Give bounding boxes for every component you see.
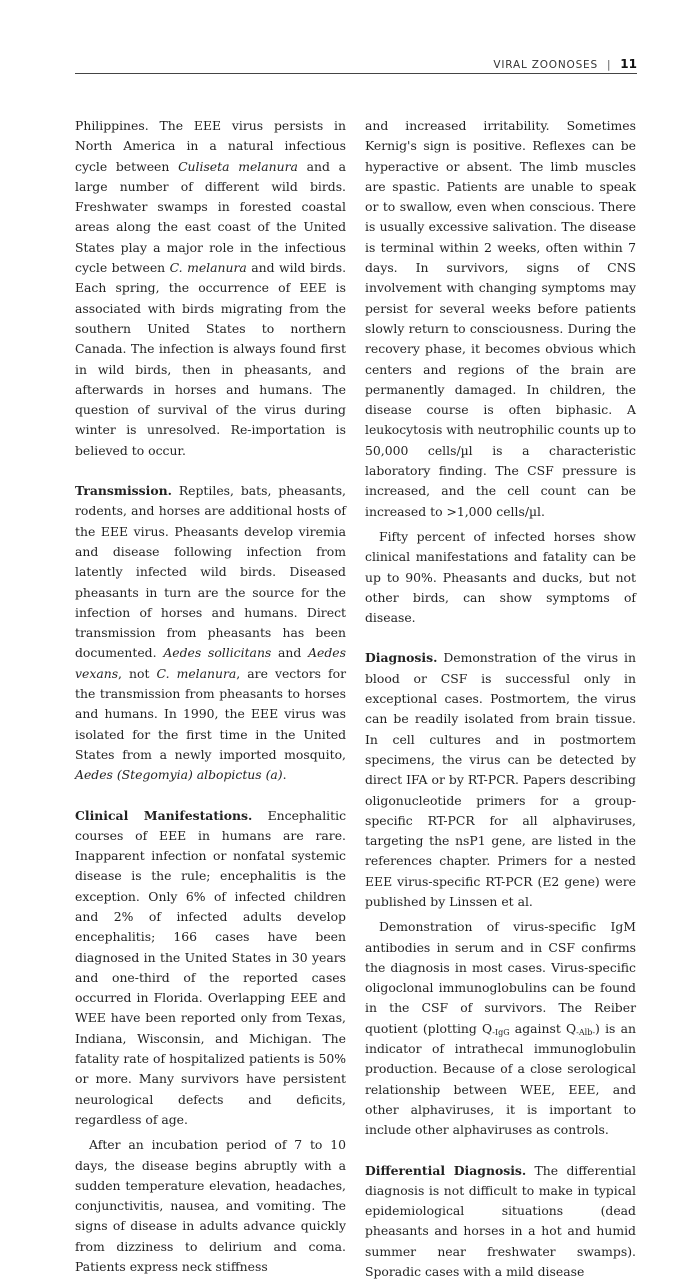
- text-run: against Q: [509, 1020, 577, 1036]
- text-run: and a large number of different wild birds. Freshwater swamps in forested coastal areas along the east coast of the United States play a major role in the infectious cycle between: [75, 158, 346, 276]
- paragraph-differential-diagnosis: [365, 1161, 636, 1282]
- paragraph-transmission: [75, 481, 346, 785]
- species-name: Culiseta melanura: [178, 158, 298, 174]
- right-column: [365, 116, 636, 1282]
- paragraph-symptoms-continued: and increased irritability. Sometimes Kernig's sign is positive. Reflexes can be hyperactive or absent. The limb muscles are spastic. Patients are unable to speak or to swallow, even when conscious. There is usually excessive salivation. The disease is terminal within 2 weeks, often within 7 days. In survivors, signs of CNS involvement with changing symptoms may persist for several weeks before patients slowly return to consciousness. During the recovery phase, it becomes obvious which centers and regions of the brain are permanently damaged. In children, the disease course is often biphasic. A leukocytosis with neutrophilic counts up to 50,000 cells/µl is a characteristic laboratory finding. The CSF pressure is increased, and the cell count can be increased to >1,000 cells/µl.: [365, 118, 636, 519]
- text-run: and: [271, 645, 309, 661]
- running-title: VIRAL ZOONOSES: [493, 59, 598, 71]
- subscript-igg: -IgG: [492, 1027, 510, 1037]
- text-run: , are vectors for the transmission from pheasants to horses and humans. In 1990, the EEE virus was isolated for the first time in the United States from a newly imported mosquito,: [75, 665, 346, 762]
- text-run: Demonstration of the virus in blood or CSF is successful only in exceptional cases. Postmortem, the virus can be readily isolated from brain tissue. In cell cultures and in postmortem specimens, the virus can be detected by direct IFA or by RT-PCR. Papers describing oligonucleotide primers for a group-specific RT-PCR for all alphaviruses, targeting the nsP1 gene, are listed in the references chapter. Primers for a nested EEE virus-specific RT-PCR (E2 gene) were published by Linssen et al.: [365, 650, 636, 909]
- page-number: 11: [620, 57, 637, 71]
- paragraph-clinical-manifestations: [75, 806, 346, 1131]
- text-run: Philippines. The EEE virus persists in North America in a natural infectious cycle between: [75, 118, 346, 174]
- subscript-alb: -Alb-: [576, 1027, 596, 1037]
- text-run: Reptiles, bats, pheasants, rodents, and horses are additional hosts of the EEE virus. Pheasants develop viremia and disease following infection from latently infected wild birds. Diseased pheasants in turn are the source for the infection of horses and humans. Direct transmission from pheasants has been documented.: [75, 483, 346, 661]
- running-header: [493, 57, 637, 71]
- text-run: , not: [118, 665, 157, 681]
- species-name: Aedes sollicitans: [163, 645, 272, 661]
- species-name: Aedes vexans: [75, 645, 346, 681]
- species-name: C. melanura: [169, 260, 247, 276]
- section-heading-clinical: Clinical Manifestations.: [75, 807, 253, 823]
- header-rule: [75, 73, 637, 74]
- text-run: and wild birds. Each spring, the occurrence of EEE is associated with birds migrating from the southern United States to northern Canada. The infection is always found first in wild birds, then in pheasants, and afterwards in horses and humans. The question of survival of the virus during winter is unresolved. Re-importation is believed to occur.: [75, 260, 347, 458]
- species-name: C. melanura: [156, 665, 237, 681]
- paragraph-incubation: After an incubation period of 7 to 10 days, the disease begins abruptly with a sudden temperature elevation, headaches, conjunctivitis, nausea, and vomiting. The signs of disease in adults advance quickly from dizziness to delirium and coma. Patients express neck stiffness: [75, 1137, 346, 1275]
- paragraph-eee-persistence: [75, 116, 346, 461]
- text-run: Demonstration of virus-specific IgM antibodies in serum and in CSF confirms the diagnosis in most cases. Virus-specific oligoclonal immunoglobulins can be found in the CSF of survivors. The Reiber quotient (plotting Q: [365, 919, 636, 1036]
- paragraph-igm: [365, 917, 636, 1140]
- paragraph-diagnosis: [365, 648, 636, 912]
- species-name: Aedes (Stegomyia) albopictus (a): [75, 767, 283, 783]
- text-run: .: [282, 767, 287, 783]
- text-run: Encephalitic courses of EEE in humans are rare. Inapparent infection or nonfatal systemic disease is the rule; encephalitis is the exception. Only 6% of infected children and 2% of infected adults develop encephalitis; 166 cases have been diagnosed in the United States in 30 years and one-third of the reported cases occurred in Florida. Overlapping EEE and WEE have been reported only from Texas, Indiana, Wisconsin, and Michigan. The fatality rate of hospitalized patients is 50% or more. Many survivors have persistent neurological defects and deficits, regardless of age.: [75, 807, 347, 1127]
- text-run: The differential diagnosis is not difficult to make in typical epidemiological situations (dead pheasants and horses in a hot and humid summer near freshwater swamps). Sporadic cases with a mild disease: [365, 1162, 637, 1280]
- left-column: [75, 116, 346, 1277]
- section-heading-transmission: Transmission.: [75, 483, 172, 499]
- paragraph-horses: Fifty percent of infected horses show clinical manifestations and fatality can be up to 90%. Pheasants and ducks, but not other birds, can show symptoms of disease.: [365, 528, 636, 626]
- header-separator: |: [606, 59, 612, 71]
- section-heading-diagnosis: Diagnosis.: [365, 650, 438, 666]
- section-heading-differential: Differential Diagnosis.: [365, 1162, 527, 1178]
- text-run: ) is an indicator of intrathecal immunoglobulin production. Because of a close serological relationship between WEE, EEE, and other alphaviruses, it is important to include other alphaviruses as controls.: [365, 1020, 636, 1138]
